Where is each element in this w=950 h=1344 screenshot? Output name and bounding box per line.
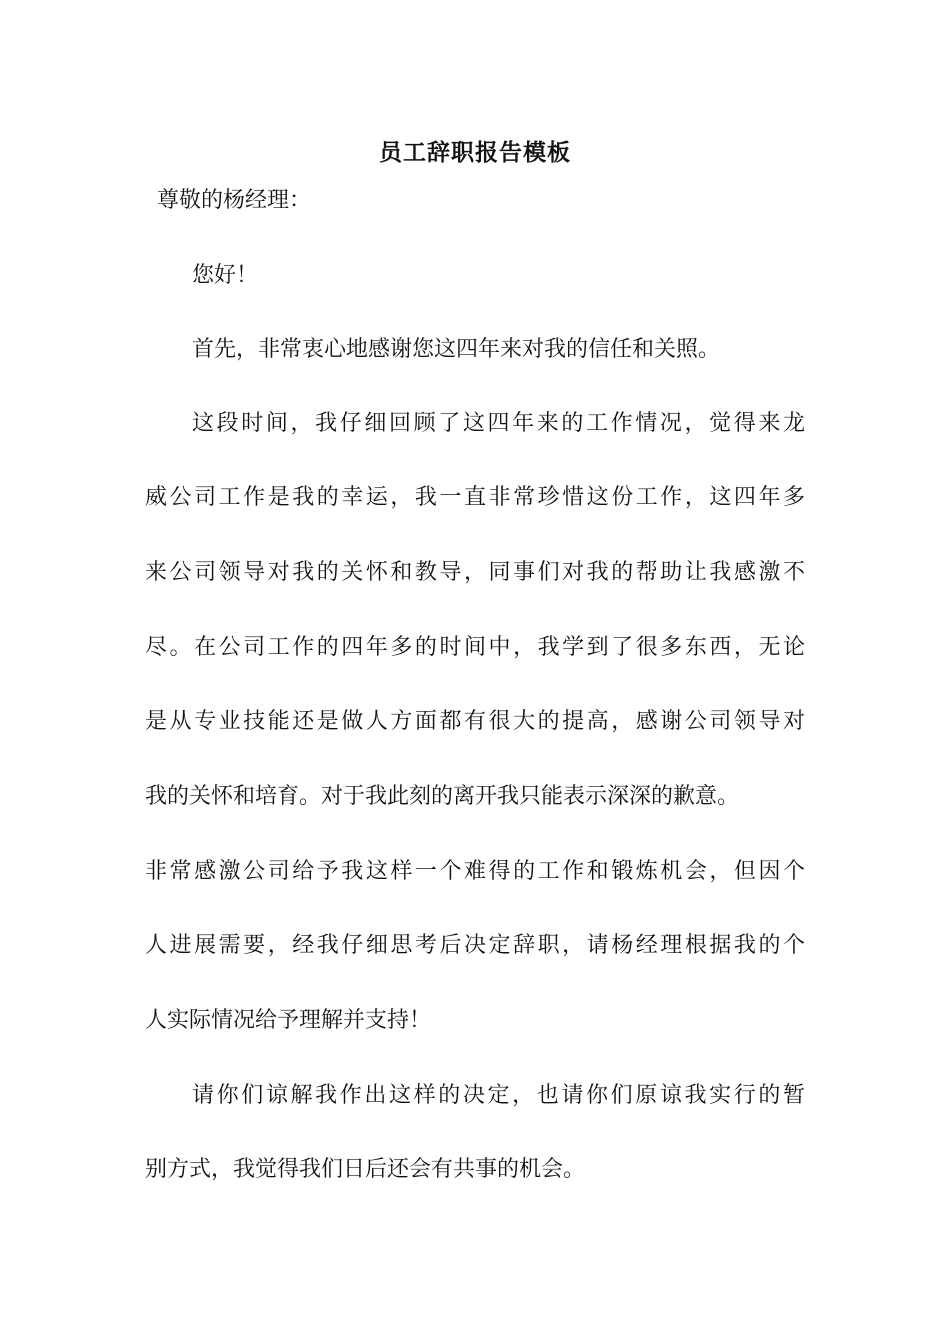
paragraph-line: 人进展需要，经我仔细思考后决定辞职，请杨经理根据我的个: [145, 933, 805, 958]
paragraph-line: 您好！: [192, 263, 259, 288]
paragraph-line: 尽。在公司工作的四年多的时间中，我学到了很多东西，无论: [145, 635, 805, 660]
paragraph-line: 请你们谅解我作出这样的决定，也请你们原谅我实行的暂: [192, 1083, 805, 1108]
salutation: 尊敬的杨经理：: [157, 188, 312, 213]
paragraph-line: 我的关怀和培育。对于我此刻的离开我只能表示深深的歉意。: [145, 784, 740, 809]
paragraph-line: 非常感激公司给予我这样一个难得的工作和锻炼机会，但因个: [145, 859, 805, 884]
paragraph-line: 是从专业技能还是做人方面都有很大的提高，感谢公司领导对: [145, 709, 805, 734]
document-title: 员工辞职报告模板: [379, 139, 571, 166]
paragraph-line: 来公司领导对我的关怀和教导，同事们对我的帮助让我感激不: [145, 560, 805, 585]
paragraph-line: 人实际情况给予理解并支持！: [145, 1008, 432, 1033]
paragraph-line: 这段时间，我仔细回顾了这四年来的工作情况，觉得来龙: [192, 411, 805, 436]
paragraph-line: 威公司工作是我的幸运，我一直非常珍惜这份工作，这四年多: [145, 485, 805, 510]
paragraph-line: 别方式，我觉得我们日后还会有共事的机会。: [145, 1157, 586, 1182]
paragraph-line: 首先，非常衷心地感谢您这四年来对我的信任和关照。: [192, 337, 721, 362]
